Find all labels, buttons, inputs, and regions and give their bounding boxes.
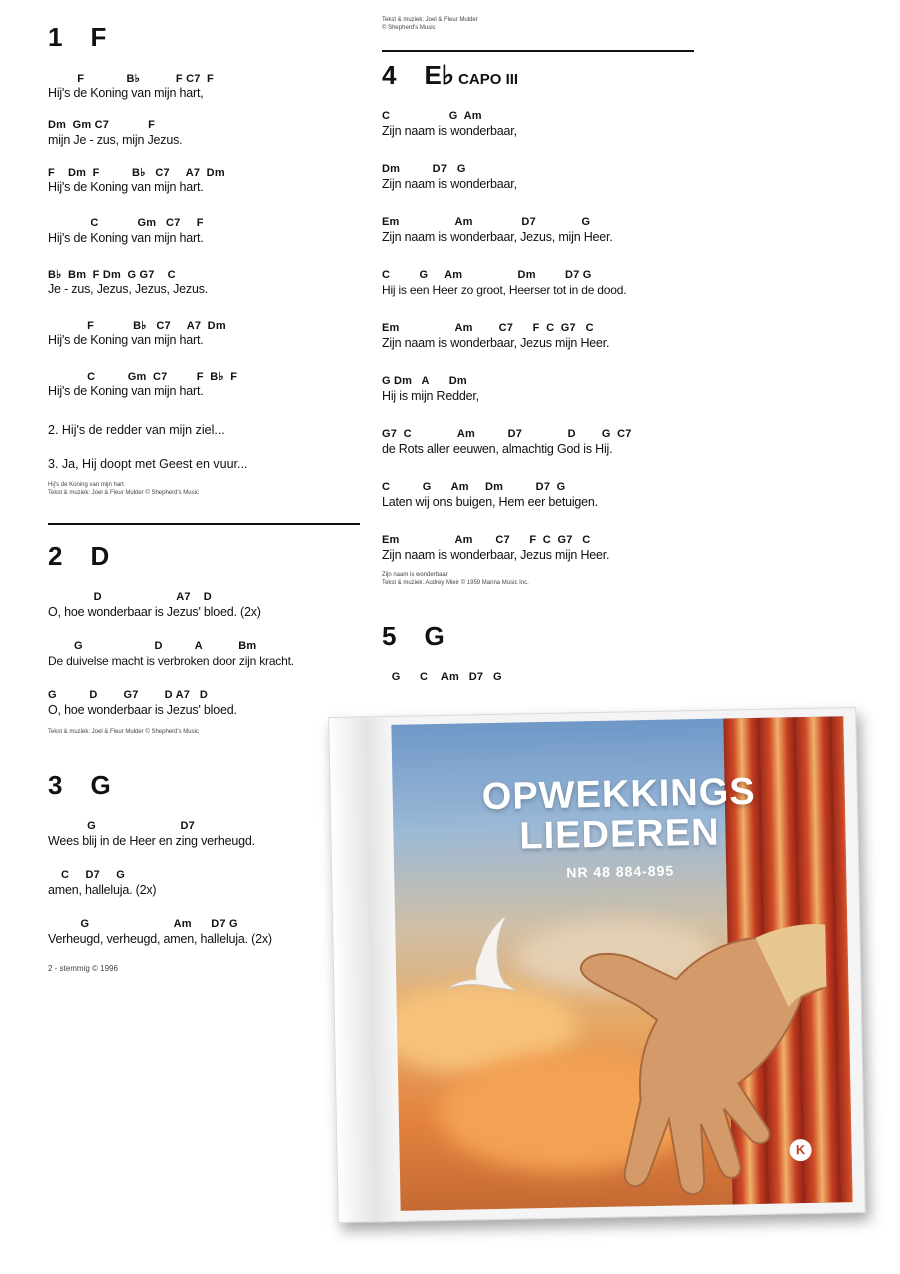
verse-note: 2. Hij's de redder van mijn ziel... bbox=[48, 423, 225, 437]
song-key: G bbox=[424, 621, 445, 651]
chord-line: G Dm A Dm bbox=[382, 375, 467, 387]
stanza bbox=[48, 319, 362, 350]
stanza bbox=[382, 428, 696, 459]
chord-line: Dm D7 G bbox=[382, 163, 466, 175]
stanza bbox=[382, 269, 696, 300]
credit-line: Hij's de Koning van mijn hart bbox=[48, 482, 124, 488]
album-title-line2: LIEDEREN bbox=[519, 811, 720, 858]
left-column bbox=[48, 22, 362, 973]
publisher-logo-icon: K bbox=[789, 1139, 811, 1161]
stanza bbox=[48, 869, 362, 900]
stanza bbox=[48, 72, 362, 103]
lyric-line: De duivelse macht is verbroken door zijn kracht. bbox=[48, 654, 294, 668]
song-key bbox=[424, 60, 518, 91]
chord-line: Em Am C7 F C G7 C bbox=[382, 322, 594, 334]
chord-line: Dm Gm C7 F bbox=[48, 119, 156, 131]
chord-line: C G Am bbox=[382, 110, 482, 122]
lyric-line: Hij is een Heer zo groot, Heerser tot in de dood. bbox=[382, 283, 627, 297]
lyric-line: O, hoe wonderbaar is Jezus' bloed. (2x) bbox=[48, 605, 261, 619]
song-credit bbox=[48, 965, 362, 973]
song-number: 1 bbox=[48, 22, 63, 52]
stanza bbox=[382, 375, 696, 406]
lyric-line: Laten wij ons buigen, Hem eer betuigen. bbox=[382, 495, 598, 509]
lyric-line: Zijn naam is wonderbaar, bbox=[382, 124, 517, 138]
stanza bbox=[382, 110, 696, 141]
chord-line: G7 C Am D7 D G C7 bbox=[382, 428, 632, 440]
chord-line: F B♭ F C7 F bbox=[48, 73, 214, 85]
stanza bbox=[48, 820, 362, 851]
chord-line: Em Am D7 G bbox=[382, 216, 591, 228]
stanza bbox=[48, 689, 362, 720]
credit-line: © Shepherd's Music bbox=[382, 25, 436, 31]
lyric-line: Je - zus, Jezus, Jezus, Jezus. bbox=[48, 282, 209, 296]
chord-line: G D7 bbox=[48, 820, 195, 832]
lyric-line: Hij is mijn Redder, bbox=[382, 389, 479, 403]
lyric-line: Zijn naam is wonderbaar, bbox=[382, 177, 517, 191]
stanza bbox=[382, 671, 696, 685]
credit-line: Tekst & muziek: Audrey Mieir © 1959 Manna Music Inc. bbox=[382, 580, 529, 586]
stanza bbox=[48, 640, 362, 671]
song-header bbox=[382, 621, 696, 655]
lyric-line: de Rots aller eeuwen, almachtig God is Hij. bbox=[382, 442, 613, 456]
credit-line: Tekst & muziek: Joel & Fleur Mulder © Shepherd's Music bbox=[48, 729, 199, 735]
stanza bbox=[382, 322, 696, 353]
credit-line: Tekst & muziek: Joel & Fleur Mulder © Shepherd's Music bbox=[48, 490, 199, 496]
stanza bbox=[48, 217, 362, 248]
song-header bbox=[48, 770, 362, 804]
key-value: E♭ bbox=[424, 60, 455, 90]
song-1 bbox=[48, 22, 362, 497]
song-credit bbox=[48, 728, 362, 736]
stanza bbox=[48, 591, 362, 622]
credit-line: Tekst & muziek: Joel & Fleur Mulder bbox=[382, 17, 478, 23]
song-number: 2 bbox=[48, 541, 63, 571]
chord-line: C G Am Dm D7 G bbox=[382, 269, 592, 281]
chord-line: G Am D7 G bbox=[48, 918, 238, 930]
song-number: 5 bbox=[382, 621, 397, 651]
lyric-line: Hij's de Koning van mijn hart. bbox=[48, 333, 204, 347]
song-number: 4 bbox=[382, 60, 397, 90]
album-title-line1: OPWEKKINGS bbox=[481, 770, 757, 819]
song-2 bbox=[48, 541, 362, 736]
stanza bbox=[382, 216, 696, 247]
album-cover bbox=[391, 716, 852, 1211]
credit-line: 2 - stemmig © 1996 bbox=[48, 964, 118, 973]
song-3 bbox=[48, 770, 362, 973]
stanza bbox=[48, 268, 362, 299]
song-5 bbox=[382, 621, 696, 685]
song-credit bbox=[382, 571, 696, 587]
stanza bbox=[48, 166, 362, 197]
chord-line: C Gm C7 F B♭ F bbox=[48, 371, 238, 383]
lyric-line: Zijn naam is wonderbaar, Jezus mijn Heer. bbox=[382, 548, 610, 562]
song-number: 3 bbox=[48, 770, 63, 800]
chord-line: G C Am D7 G bbox=[382, 671, 502, 683]
chord-line: G D A Bm bbox=[48, 640, 257, 652]
divider bbox=[382, 50, 694, 52]
chord-line: F B♭ C7 A7 Dm bbox=[48, 320, 226, 332]
capo-note: CAPO III bbox=[458, 71, 519, 88]
credit-line: Zijn naam is wonderbaar bbox=[382, 572, 448, 578]
song-key: D bbox=[90, 541, 110, 571]
chord-line: C G Am Dm D7 G bbox=[382, 481, 566, 493]
chord-line: C D7 G bbox=[48, 869, 125, 881]
hand-illustration bbox=[524, 867, 830, 1203]
lyric-line: amen, halleluja. (2x) bbox=[48, 883, 157, 897]
song-header bbox=[48, 22, 362, 56]
stanza bbox=[48, 119, 362, 150]
chord-line: F Dm F B♭ C7 A7 Dm bbox=[48, 167, 225, 179]
lyric-line: Hij's de Koning van mijn hart. bbox=[48, 231, 204, 245]
lyric-line: Hij's de Koning van mijn hart, bbox=[48, 86, 204, 100]
lyric-line: O, hoe wonderbaar is Jezus' bloed. bbox=[48, 703, 237, 717]
album-subtitle: NR 48 884-895 bbox=[566, 862, 675, 881]
album-cd bbox=[328, 707, 866, 1223]
song-4 bbox=[382, 60, 696, 587]
right-column bbox=[382, 16, 696, 685]
cd-case bbox=[328, 707, 866, 1223]
lyric-line: Zijn naam is wonderbaar, Jezus, mijn Heer. bbox=[382, 230, 613, 244]
chord-line: Em Am C7 F C G7 C bbox=[382, 534, 591, 546]
cd-spine bbox=[329, 717, 401, 1222]
song-key: G bbox=[90, 770, 111, 800]
song-credit bbox=[48, 481, 362, 497]
song-header bbox=[382, 60, 696, 94]
stanza bbox=[48, 370, 362, 401]
stanza bbox=[382, 163, 696, 194]
lyric-line: Hij's de Koning van mijn hart. bbox=[48, 180, 204, 194]
song-header bbox=[48, 541, 362, 575]
lyric-line: Verheugd, verheugd, amen, halleluja. (2x) bbox=[48, 932, 272, 946]
lyric-line: Wees blij in de Heer en zing verheugd. bbox=[48, 834, 255, 848]
chord-line: D A7 D bbox=[48, 591, 212, 603]
stanza bbox=[48, 918, 362, 949]
song-key: F bbox=[90, 22, 107, 52]
chord-line: B♭ Bm F Dm G G7 C bbox=[48, 269, 176, 281]
stanza bbox=[382, 481, 696, 512]
dove-icon bbox=[435, 912, 527, 1004]
lyric-line: Hij's de Koning van mijn hart. bbox=[48, 384, 204, 398]
lyric-line: Zijn naam is wonderbaar, Jezus mijn Heer. bbox=[382, 336, 610, 350]
stanza bbox=[382, 534, 696, 565]
divider bbox=[48, 523, 360, 525]
chord-line: G D G7 D A7 D bbox=[48, 689, 208, 701]
lyric-line: mijn Je - zus, mijn Jezus. bbox=[48, 133, 183, 147]
verse-note: 3. Ja, Hij doopt met Geest en vuur... bbox=[48, 457, 248, 471]
chord-line: C Gm C7 F bbox=[48, 217, 204, 229]
song-credit bbox=[382, 16, 696, 32]
